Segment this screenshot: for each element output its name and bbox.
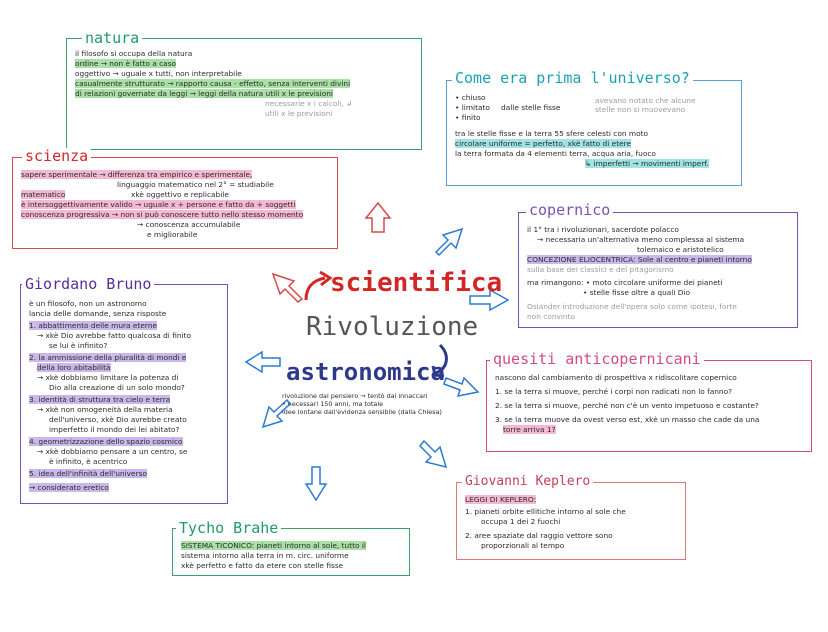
copernico-line: sulla base dei classici e del pitagorismo	[527, 265, 674, 274]
universo-line: • finito	[455, 113, 481, 122]
natura-line: di relazioni governate da leggi → leggi della natura utili x le previsioni	[75, 89, 333, 98]
keplero-line: 1. pianeti orbite ellitiche intorno al sole che	[465, 507, 626, 516]
keplero-line: proporzionali al tempo	[481, 541, 565, 550]
universo-line: la terra formata da 4 elementi terra, acqua aria, fuoco	[455, 149, 656, 158]
arrow-down-blue	[306, 467, 326, 500]
scienza-line: sapere sperimentale → differenza tra empirico e sperimentale,	[21, 170, 253, 179]
bruno-line: → xkè Dio avrebbe fatto qualcosa di finito	[37, 331, 192, 340]
natura-line: il filosofo si occupa della natura	[75, 49, 193, 58]
scienza-line: è intersoggettivamente valido → uguale x + persone e fatto da + soggetti	[21, 200, 296, 209]
center-word-rivoluzione: Rivoluzione	[306, 312, 479, 342]
copernico-line: ma rimangono: • moto circolare uniforme dei pianeti	[527, 278, 723, 287]
copernico-line: non convinto	[527, 312, 576, 321]
universo-line: dalle stelle fisse	[501, 103, 561, 112]
natura-line: utili x le previsioni	[265, 109, 333, 118]
bruno-line: → xkè dobbiamo pensare a un centro, se	[37, 447, 188, 456]
universo-line: stelle non si muovevano	[595, 105, 686, 114]
center-note: • necessari 150 anni, ma totale	[282, 400, 384, 408]
universo-line: circolare uniforme = perfetto, xkè fatto di etere	[455, 139, 632, 148]
scienza-line: linguaggio matematico nel 2° = studiabile	[117, 180, 274, 189]
anticopernicani-line: 3. se la terra muove da ovest verso est, xkè un masso che cade da una	[495, 415, 760, 424]
center-word-scientifica: scientifica	[330, 268, 503, 298]
scienza-line: conoscenza progressiva → non si può conoscere tutto nello stesso momento	[21, 210, 304, 219]
bruno-line: 4. geometrizzazione dello spazio cosmico	[29, 437, 183, 446]
anticopernicani-line: torre arriva 1?	[503, 425, 556, 434]
scienza-line: matematico xkè oggettivo e replicabile	[21, 190, 229, 199]
bruno-line: → xkè non omogeneità della materia	[37, 405, 173, 414]
keplero-box	[456, 482, 686, 560]
natura-box	[66, 38, 422, 150]
bruno-line: → xkè dobbiamo limitare la potenza di	[37, 373, 179, 382]
natura-line: casualmente strutturato → rapporto causa - effetto, senza interventi divini	[75, 79, 351, 88]
center-word-astronomica: astronomica	[286, 358, 445, 386]
natura-title: natura	[82, 30, 142, 46]
curved-arrow-red	[306, 278, 325, 300]
bruno-line: 2. la ammissione della pluralità di mondi e	[29, 353, 187, 362]
anticopernicani-box	[486, 360, 812, 452]
arrow-upright-blue	[436, 229, 462, 255]
copernico-line: → necessaria un'alternativa meno complessa al sistema	[537, 235, 745, 244]
bruno-line: è infinito, è acentrico	[49, 457, 128, 466]
keplero-line: 2. aree spaziate dal raggio vettore sono	[465, 531, 613, 540]
bruno-line: lancia delle domande, senza risposte	[29, 309, 167, 318]
anticopernicani-title: quesiti anticopernicani	[490, 351, 704, 367]
copernico-line: Osiander introduzione dell'opera solo come ipotesi, forte	[527, 302, 737, 311]
tycho-line: SISTEMA TICONICO: pianeti intorno al sole, tutto il	[181, 541, 366, 550]
bruno-box	[20, 284, 228, 504]
copernico-box	[518, 212, 798, 328]
universo-line: tra le stelle fisse e la terra 55 sfere celesti con moto	[455, 129, 649, 138]
center-note: rivoluzione dal pensiero → tentò dai innaccari	[282, 392, 428, 400]
tycho-title: Tycho Brahe	[176, 520, 281, 536]
universo-line: • limitato	[455, 103, 490, 112]
copernico-line: il 1° tra i rivoluzionari, sacerdote polacco	[527, 225, 679, 234]
keplero-line: LEGGI DI KEPLERO:	[465, 495, 537, 504]
scienza-title: scienza	[22, 148, 91, 164]
universo-line: avevano notato che alcune	[595, 96, 696, 105]
bruno-line: dell'universo, xkè Dio avrebbe creato	[49, 415, 187, 424]
scienza-box	[12, 157, 338, 249]
copernico-line: • stelle fisse oltre a quali Dio	[583, 288, 691, 297]
bruno-line: Dio alla creazione di un solo mondo?	[49, 383, 185, 392]
arrow-up-red	[366, 203, 390, 232]
bruno-title: Giordano Bruno	[22, 276, 154, 292]
universo-line: • chiuso	[455, 93, 486, 102]
anticopernicani-line: nascono dal cambiamento di prospettiva x ridiscolitare copernico	[495, 373, 737, 382]
bruno-line: della loro abitabilità	[37, 363, 111, 372]
natura-line: oggettivo → uguale x tutti, non interpretabile	[75, 69, 242, 78]
anticopernicani-line: 1. se la terra si muove, perché i corpi non radicati non lo fanno?	[495, 387, 733, 396]
scienza-line: → conoscenza accumulabile	[137, 220, 241, 229]
bruno-line: è un filosofo, non un astronomo	[29, 299, 147, 308]
bruno-line: se lui è infinito?	[49, 341, 108, 350]
copernico-line: tolemaico e aristotelico	[637, 245, 724, 254]
arrow-upleft-red	[273, 274, 302, 302]
tycho-line: sistema intorno alla terra in m. circ. uniforme	[181, 551, 349, 560]
copernico-line: CONCEZIONE ELIOCENTRICA: Sole al centro e pianeti intorno	[527, 255, 752, 264]
universo-title: Come era prima l'universo?	[452, 70, 693, 86]
bruno-line: 5. idea dell'infinità dell'universo	[29, 469, 147, 478]
bruno-line: 3. identità di struttura tra cielo e terra	[29, 395, 171, 404]
bruno-line: → considerato eretico	[29, 483, 109, 492]
natura-line: ordine → non è fatto a caso	[75, 59, 177, 68]
center-note: idee lontane dall'evidenza sensibile (dalla Chiesa)	[282, 408, 442, 416]
universo-line: ↳ imperfetti → movimenti imperf.	[585, 159, 709, 168]
keplero-title: Giovanni Keplero	[462, 474, 593, 490]
natura-line: necessarie x i calcoli, ↲	[265, 99, 353, 108]
copernico-title: copernico	[526, 202, 613, 218]
arrow-right-blue-2	[444, 378, 478, 396]
anticopernicani-line: 2. se la terra si muove, perché non c'è un vento impetuoso e costante?	[495, 401, 759, 410]
keplero-line: occupa 1 dei 2 fuochi	[481, 517, 561, 526]
scienza-line: e migliorabile	[147, 230, 198, 239]
universo-box	[446, 80, 742, 186]
center-notes	[282, 392, 442, 416]
tycho-line: xkè perfetto e fatto da etere con stelle fisse	[181, 561, 344, 570]
arrow-left-blue	[246, 352, 280, 372]
bruno-line: imperfetto il mondo dei lei abitato?	[49, 425, 180, 434]
arrow-downright-blue	[420, 441, 446, 467]
bruno-line: 1. abbattimento delle mura eterne	[29, 321, 158, 330]
